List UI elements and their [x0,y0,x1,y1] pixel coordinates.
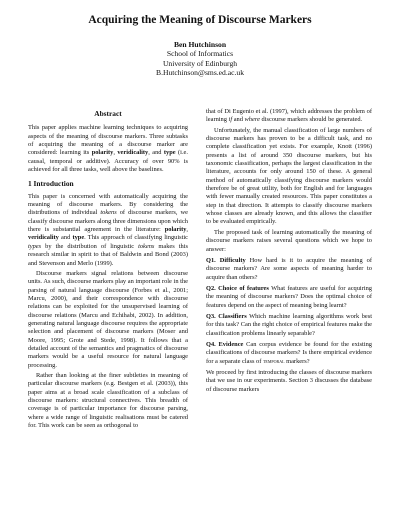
right-column [206,108,372,396]
question-q1: Q1. Difficulty How hard is it to acquire the meaning of discourse markers? Are some aspects of meaning harder to acquire than others? [206,256,372,281]
paper-title: Acquiring the Meaning of Discourse Markers [88,14,312,26]
intro-paragraph-2: Discourse markers signal relations between discourse units. As such, discourse markers play an important role in the parsing of natural language discourse (Forbes et al., 2001; Marcu, 2000), and their correspondence with discourse relations can be exploited for the unsupervised learning of discourse relations (Marcu and Echihabi, 2002). In addition, generating natural language discourse requires the appropriate selection and placement of discourse markers (Moser and Moore, 1995; Grote and Stede, 1998). It follows that a detailed account of the semantics and pragmatics of discourse markers would be a useful resource for natural language processing. [28,269,188,369]
author-university: University of Edinburgh [162,58,238,68]
author-block [0,40,400,78]
right-paragraph-2: Unfortunately, the manual classification of large numbers of discourse markers has proven to be a difficult task, and no complete classification yet exists. For example, Knott (1996) presents a list of around 350 discourse markers, but his taxonomic classification, perhaps the largest classification in the literature, accounts for only around 150 of these. A general method of automatically classifying discourse markers would therefore be of great utility, both for English and for languages with fewer manually created resources. This paper constitutes a step in that direction. It attempts to classify discourse markers whose classes are already known, and this allows the classifier to be evaluated empirically. [206,126,372,226]
abstract-body: This paper applies machine learning techniques to acquiring aspects of the meaning of discourse markers. Three subtasks of acquiring the meaning of a discourse marker are considered: learning its polarity, veridicality, and type (i.e. causal, temporal or additive). Accuracy of over 90% is achieved for all three tasks, well above the baselines. [28,124,188,174]
left-column [28,110,188,432]
question-q4: Q4. Evidence Can corpus evidence be found for the existing classifications of discourse markers? Is there empirical evidence for a separate class of temporal markers? [206,340,372,365]
question-q3: Q3. Classifiers Which machine learning algorithms work best for this task? Can the right choice of empirical features make the classification problems linearly separable? [206,312,372,337]
right-paragraph-1: that of Di Eugenio et al. (1997), which addresses the problem of learning if and where discourse markers should be generated. [206,108,372,124]
right-paragraph-3: The proposed task of learning automatically the meaning of discourse markers raises several questions which we hope to answer: [206,228,372,253]
author-email: B.Hutchinson@sms.ed.ac.uk [156,68,244,78]
author-department: School of Informatics [166,49,234,59]
intro-paragraph-1: This paper is concerned with automatically acquiring the meaning of discourse markers. By considering the distributions of individual tokens of discourse markers, we classify discourse markers along three dimensions upon which there is substantial agreement in the literature: polarity, veridicality and type. This approach of classifying linguistic types by the distribution of linguistic tokens makes this research similar in spirit to that of Baldwin and Bond (2003) and Stevenson and Merlo (1999). [28,192,188,267]
abstract-heading: Abstract [94,109,122,118]
intro-paragraph-3: Rather than looking at the finer subtleties in meaning of particular discourse markers (e.g. Bestgen et al. (2003)), this paper aims at a broad scale classification of a subclass of discourse markers: structural connectives. This breadth of coverage is of particular importance for discourse parsing, where a wide range of linguistic realisations must be catered for. This work can be seen as orthogonal to [28,371,188,430]
right-paragraph-4: We proceed by first introducing the classes of discourse markers that we use in our experiments. Section 3 discusses the database of discourse markers [206,368,372,393]
section-heading-introduction: 1 Introduction [28,179,74,189]
author-name: Ben Hutchinson [173,40,227,49]
question-q2: Q2. Choice of features What features are useful for acquiring the meaning of discourse markers? Does the optimal choice of features depend on the aspect of meaning being learnt? [206,284,373,309]
